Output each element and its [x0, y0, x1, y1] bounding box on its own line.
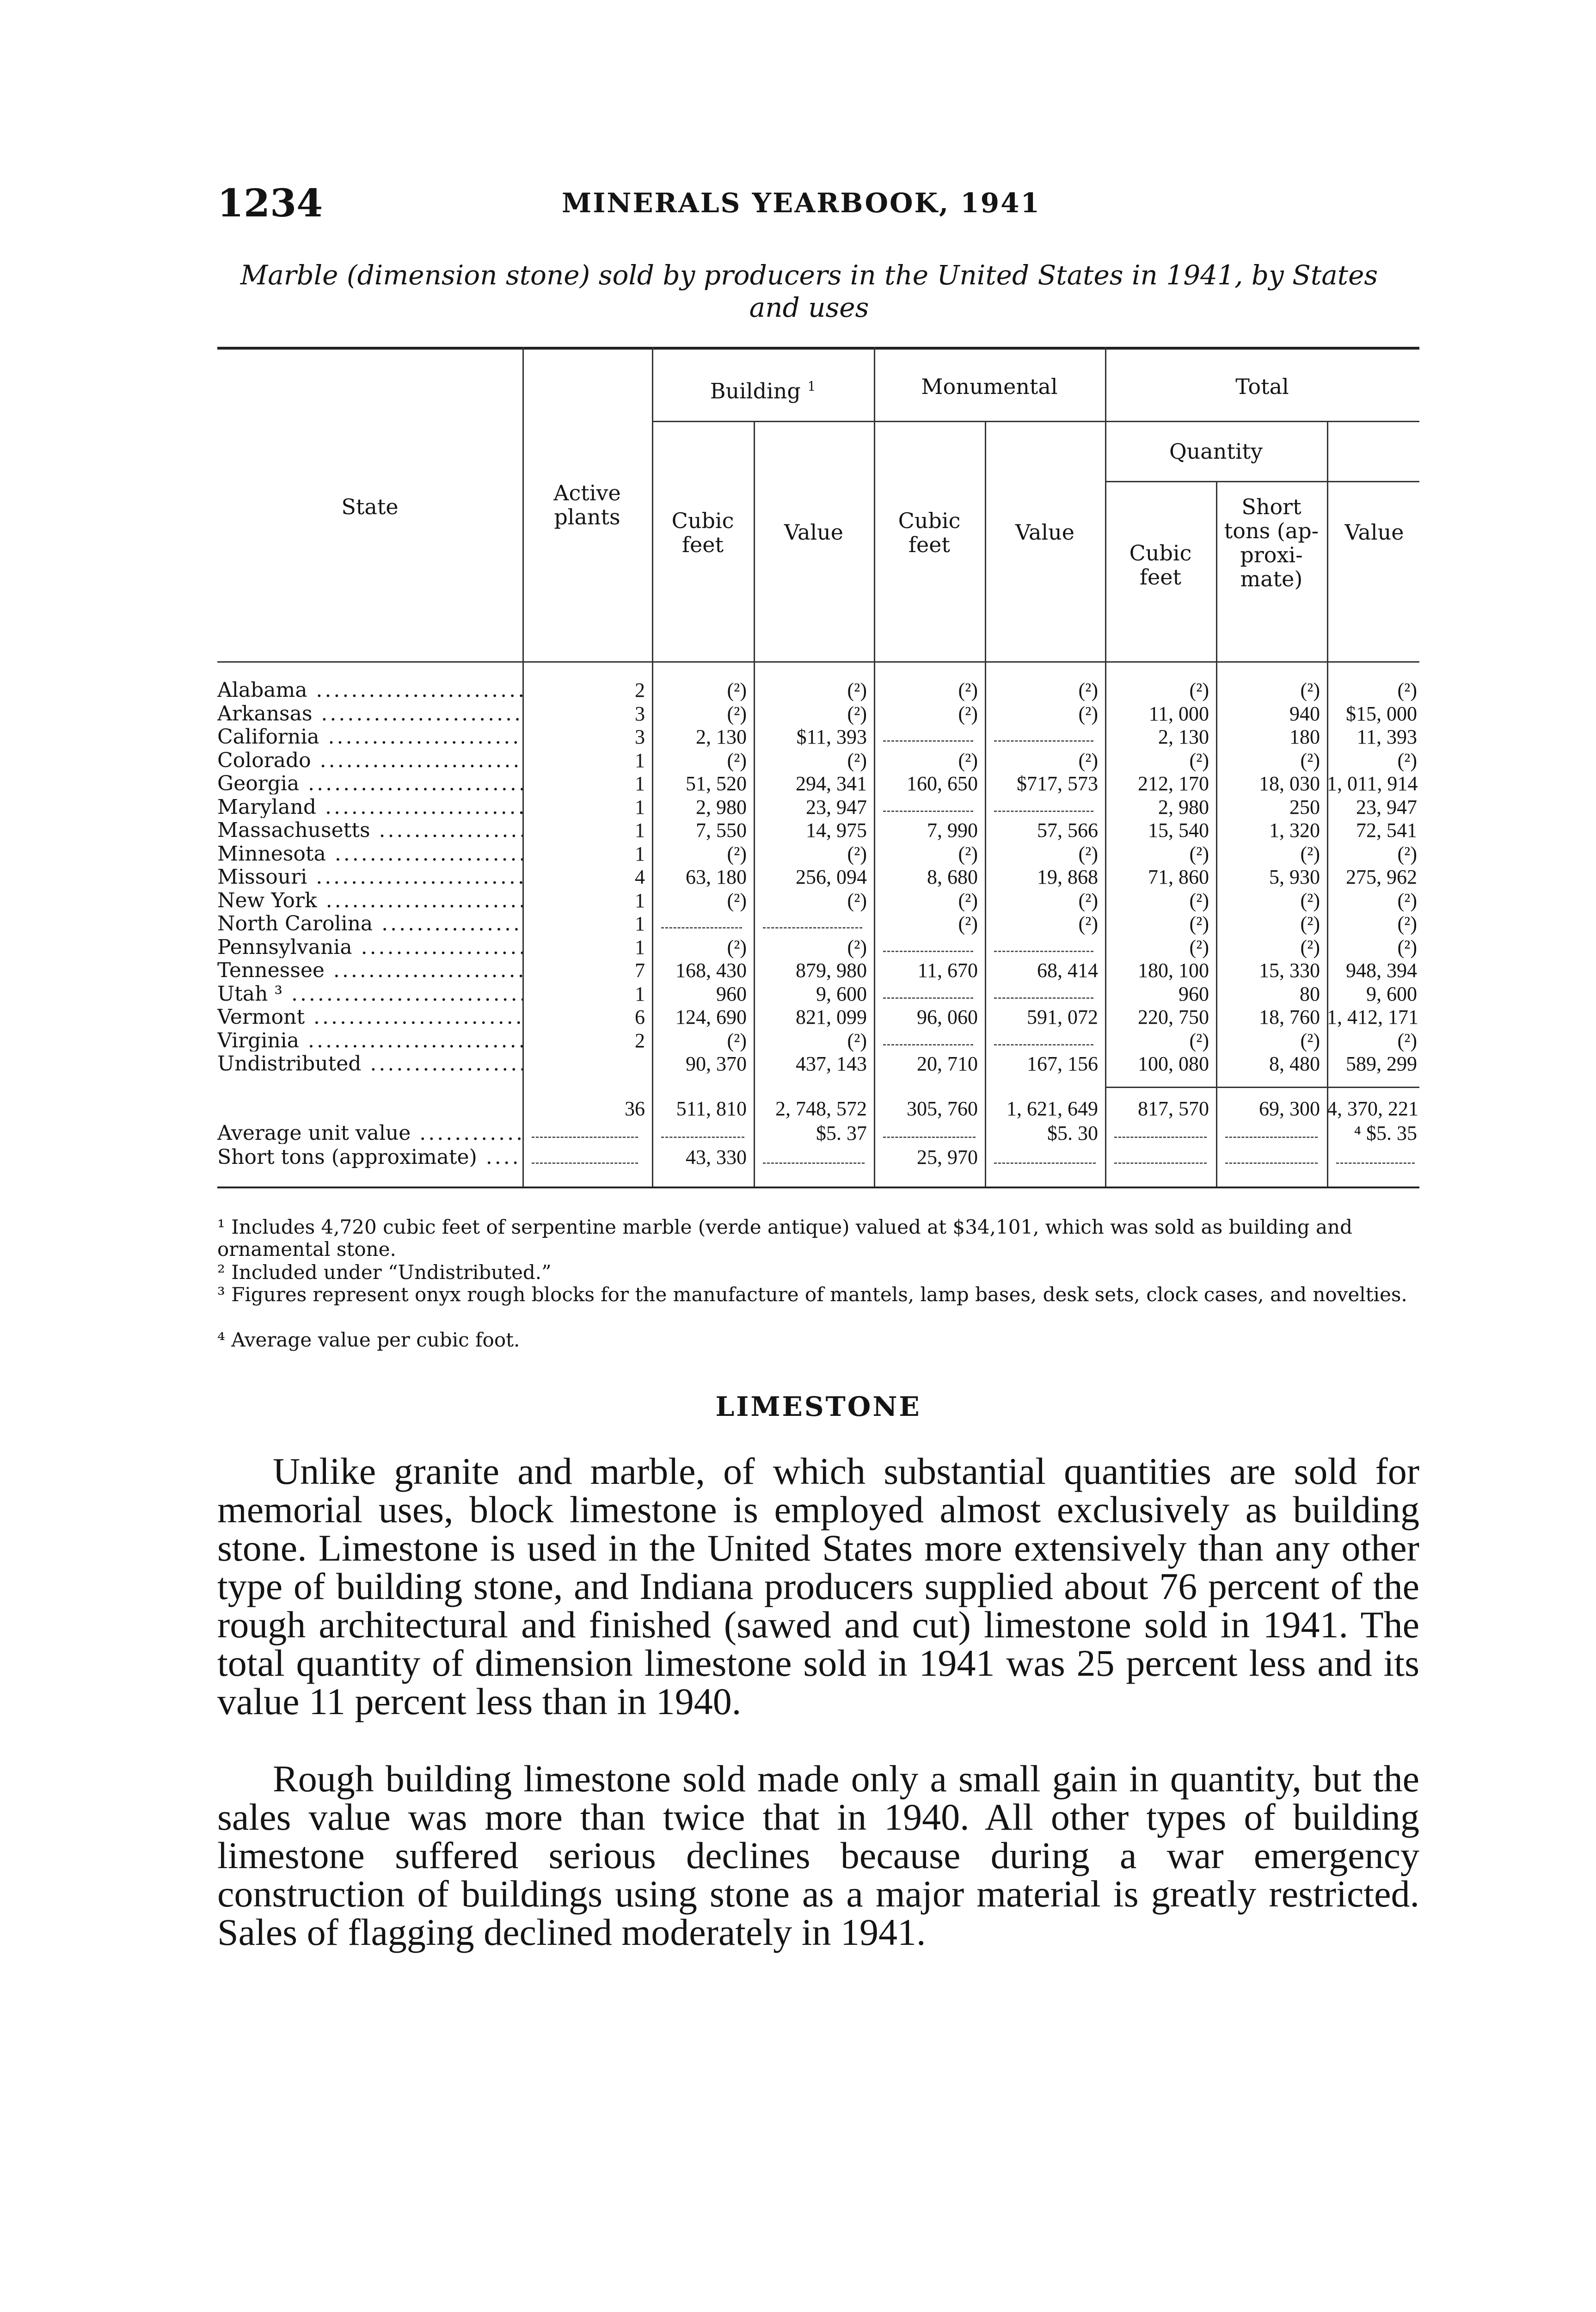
cell-b-val: (²) [847, 679, 867, 701]
table-row [217, 773, 1419, 794]
total-short-tons: 69, 300 [1259, 1097, 1320, 1120]
cell-t-cf: 220, 750 [1138, 1006, 1209, 1028]
empty-cell-dash [661, 1137, 744, 1138]
cell-t-cf: 15, 540 [1148, 819, 1209, 842]
cell-t-cf: (²) [1189, 936, 1209, 959]
footnote-2: ² Included under “Undistributed.” [217, 1261, 552, 1284]
total-plants: 36 [625, 1097, 645, 1120]
cell-plants: 1 [635, 936, 645, 959]
header-quantity: Quantity [1169, 439, 1263, 464]
empty-cell-dash [532, 1162, 638, 1164]
cell-t-st: (²) [1300, 936, 1320, 959]
cell-t-st: (²) [1300, 1029, 1320, 1052]
empty-cell-dash [883, 951, 973, 952]
empty-cell-dash [883, 1044, 973, 1045]
cell-m-cf: (²) [958, 679, 978, 701]
cell-t-val: (²) [1397, 842, 1417, 865]
cell-t-cf: (²) [1189, 889, 1209, 912]
cell-b-cf: 124, 690 [675, 1006, 747, 1028]
table-caption: Marble (dimension stone) sold by producers in the United States in 1941, by States and uses [240, 259, 1378, 323]
cell-b-cf: 7, 550 [696, 819, 747, 842]
empty-cell-dash [883, 740, 973, 742]
header-building-label: Building [710, 378, 801, 404]
cell-m-val: (²) [1078, 679, 1098, 701]
empty-cell-dash [1114, 1137, 1207, 1138]
row-state: Arkansas ..... [217, 703, 522, 725]
empty-cell-dash [883, 811, 973, 812]
row-state: Massachusetts ..... [217, 820, 522, 841]
total-monumental-value: 1, 621, 649 [1007, 1097, 1098, 1120]
cell-t-cf: 180, 100 [1138, 959, 1209, 982]
total-monumental-cf: 305, 760 [907, 1097, 978, 1120]
cell-plants: 1 [635, 796, 645, 818]
empty-cell-dash [994, 811, 1093, 812]
cell-t-val: (²) [1397, 912, 1417, 935]
header-rule-2 [1105, 481, 1419, 482]
empty-cell-dash [1114, 1162, 1207, 1164]
cell-m-val: (²) [1078, 702, 1098, 725]
header-building [652, 375, 874, 403]
table-row [217, 1053, 1419, 1075]
row-state: New York ..... [217, 890, 522, 911]
cell-t-st: 8, 480 [1269, 1052, 1320, 1075]
cell-m-cf: (²) [958, 842, 978, 865]
cell-b-cf: (²) [727, 749, 747, 772]
cell-m-cf: (²) [958, 749, 978, 772]
cell-t-cf: (²) [1189, 749, 1209, 772]
cell-b-val: 256, 094 [796, 866, 867, 888]
cell-plants: 2 [635, 679, 645, 701]
cell-m-val: 57, 566 [1037, 819, 1098, 842]
cell-t-cf: 960 [1179, 983, 1209, 1005]
header-active-plants: Active plants [553, 480, 621, 529]
row-state: Utah ³ ..... [217, 984, 522, 1005]
cell-b-cf: 90, 370 [686, 1052, 747, 1075]
cell-plants: 4 [635, 866, 645, 888]
cell-t-cf: 212, 170 [1138, 772, 1209, 795]
cell-m-val: 167, 156 [1027, 1052, 1098, 1075]
short-tons-label: Short tons (approximate) ..... [217, 1147, 522, 1168]
cell-b-val: (²) [847, 842, 867, 865]
row-state: California ..... [217, 726, 522, 748]
row-state: Vermont ..... [217, 1007, 522, 1028]
header-total-value: Value [1344, 520, 1404, 545]
cell-t-cf: 71, 860 [1148, 866, 1209, 888]
empty-cell-dash [1225, 1162, 1318, 1164]
cell-t-st: (²) [1300, 889, 1320, 912]
row-state: Tennessee ..... [217, 960, 522, 981]
table-row [217, 867, 1419, 888]
tons-building: 43, 330 [686, 1146, 747, 1168]
header-rule-1 [652, 421, 1419, 422]
page-number: 1234 [217, 181, 323, 226]
cell-b-cf: 2, 980 [696, 796, 747, 818]
row-state: Maryland ..... [217, 797, 522, 818]
cell-plants: 1 [635, 889, 645, 912]
cell-t-val: (²) [1397, 749, 1417, 772]
section-heading: LIMESTONE [715, 1391, 921, 1422]
paragraph-1: Unlike granite and marble, of which substantial quantities are sold for memorial uses, block limestone is employed almost exclusively as building stone. Limestone is used in the United States more extensively than any other type of building stone, and Indiana producers supplied about 76 percent of the rough architectural and finished (sawed and cut) limestone sold in 1941. The total quantity of dimension limestone sold in 1941 was 25 percent less and its value 11 percent less than in 1940. [217, 1450, 1419, 1722]
row-state: Pennsylvania ..... [217, 937, 522, 958]
table-row [217, 820, 1419, 841]
short-tons-row [217, 1147, 1419, 1168]
table-row [217, 890, 1419, 911]
cell-t-cf: 11, 000 [1148, 702, 1209, 725]
marble-table [217, 347, 1419, 1188]
cell-t-cf: (²) [1189, 842, 1209, 865]
cell-t-val: 275, 962 [1346, 866, 1417, 888]
row-state: Minnesota ..... [217, 843, 522, 865]
header-building-footnote: 1 [807, 379, 816, 394]
cell-m-cf: 96, 060 [917, 1006, 978, 1028]
empty-cell-dash [994, 1162, 1096, 1164]
table-bottom-rule [217, 1187, 1419, 1188]
table-row [217, 726, 1419, 748]
table-row [217, 843, 1419, 865]
cell-t-val: (²) [1397, 889, 1417, 912]
cell-t-val: (²) [1397, 1029, 1417, 1052]
cell-t-st: 180 [1289, 726, 1320, 748]
cell-t-val: 11, 393 [1357, 726, 1417, 748]
table-top-rule [217, 347, 1419, 350]
header-total: Total [1235, 374, 1289, 399]
cell-b-val: (²) [847, 889, 867, 912]
footnote-3: ³ Figures represent onyx rough blocks for the manufacture of mantels, lamp bases, desk sets, clock cases, and novelties. [217, 1283, 1407, 1306]
table-row [217, 797, 1419, 818]
empty-cell-dash [532, 1137, 638, 1138]
cell-t-val: (²) [1397, 936, 1417, 959]
cell-t-val: 23, 947 [1356, 796, 1417, 818]
cell-t-st: 18, 760 [1259, 1006, 1320, 1028]
cell-b-val: $11, 393 [796, 726, 867, 748]
cell-plants: 2 [635, 1029, 645, 1052]
cell-t-st: (²) [1300, 749, 1320, 772]
cell-m-val: (²) [1078, 912, 1098, 935]
cell-plants: 3 [635, 702, 645, 725]
cell-plants: 1 [635, 819, 645, 842]
cell-plants: 1 [635, 912, 645, 935]
header-short-tons: Short tons (ap-proxi-mate) [1224, 494, 1319, 591]
cell-t-cf: 2, 130 [1158, 726, 1209, 748]
cell-b-val: 9, 600 [816, 983, 867, 1005]
cell-t-st: (²) [1300, 912, 1320, 935]
cell-plants: 1 [635, 749, 645, 772]
row-state: Georgia ..... [217, 773, 522, 794]
cell-t-st: (²) [1300, 679, 1320, 701]
cell-t-st: 18, 030 [1259, 772, 1320, 795]
cell-b-cf: (²) [727, 889, 747, 912]
cell-b-cf: 51, 520 [686, 772, 747, 795]
cell-m-cf: (²) [958, 702, 978, 725]
cell-t-val: (²) [1397, 679, 1417, 701]
cell-b-cf: 63, 180 [686, 866, 747, 888]
average-label: Average unit value ..... [217, 1123, 522, 1144]
cell-m-cf: 11, 670 [917, 959, 978, 982]
header-building-cubic-feet: Cubic feet [671, 508, 734, 557]
avg-total-value: ⁴ $5. 35 [1354, 1122, 1417, 1144]
avg-building-value: $5. 37 [816, 1122, 867, 1144]
cell-b-cf: 960 [716, 983, 747, 1005]
running-title: MINERALS YEARBOOK, 1941 [562, 187, 1041, 219]
header-state: State [341, 494, 399, 519]
row-state: Missouri ..... [217, 867, 522, 888]
cell-b-val: (²) [847, 936, 867, 959]
header-monumental: Monumental [921, 374, 1058, 399]
cell-b-cf: 168, 430 [675, 959, 747, 982]
cell-m-val: (²) [1078, 842, 1098, 865]
cell-t-cf: (²) [1189, 1029, 1209, 1052]
table-row [217, 937, 1419, 958]
empty-cell-dash [883, 1137, 976, 1138]
cell-m-val: 591, 072 [1027, 1006, 1098, 1028]
total-value: 4, 370, 221 [1327, 1097, 1418, 1120]
cell-t-val: 589, 299 [1346, 1052, 1417, 1075]
cell-b-val: (²) [847, 749, 867, 772]
cell-t-val: 948, 394 [1346, 959, 1417, 982]
total-building-cf: 511, 810 [676, 1097, 747, 1120]
cell-b-cf: (²) [727, 679, 747, 701]
cell-t-cf: (²) [1189, 679, 1209, 701]
total-rule [1105, 1087, 1419, 1088]
table-row [217, 984, 1419, 1005]
table-row [217, 680, 1419, 701]
cell-t-val: 72, 541 [1356, 819, 1417, 842]
cell-m-cf: (²) [958, 912, 978, 935]
empty-cell-dash [1336, 1162, 1415, 1164]
cell-b-val: 437, 143 [796, 1052, 867, 1075]
tons-monumental: 25, 970 [917, 1146, 978, 1168]
cell-b-cf: 2, 130 [696, 726, 747, 748]
empty-cell-dash [994, 740, 1093, 742]
cell-t-val: 1, 011, 914 [1327, 772, 1418, 795]
cell-b-val: 23, 947 [806, 796, 867, 818]
cell-b-val: (²) [847, 702, 867, 725]
cell-t-val: 1, 412, 171 [1327, 1006, 1418, 1028]
header-bottom-rule [217, 661, 1419, 663]
empty-cell-dash [994, 997, 1093, 999]
cell-b-val: 879, 980 [796, 959, 867, 982]
cell-t-st: 15, 330 [1259, 959, 1320, 982]
row-state: Virginia ..... [217, 1030, 522, 1051]
cell-m-val: (²) [1078, 749, 1098, 772]
cell-m-cf: (²) [958, 889, 978, 912]
total-row [217, 1098, 1419, 1119]
cell-m-val: 68, 414 [1037, 959, 1098, 982]
cell-t-st: 1, 320 [1269, 819, 1320, 842]
empty-cell-dash [763, 1162, 865, 1164]
cell-plants: 7 [635, 959, 645, 982]
cell-t-st: 940 [1289, 702, 1320, 725]
cell-m-val: 19, 868 [1037, 866, 1098, 888]
cell-plants: 1 [635, 983, 645, 1005]
cell-b-cf: (²) [727, 842, 747, 865]
total-cf: 817, 570 [1138, 1097, 1209, 1120]
footnote-1: ¹ Includes 4,720 cubic feet of serpentine marble (verde antique) valued at $34,101, which was sold as building and ornamental stone. [217, 1216, 1352, 1261]
empty-cell-dash [1225, 1137, 1318, 1138]
row-state: Colorado ..... [217, 750, 522, 771]
cell-plants: 1 [635, 772, 645, 795]
cell-t-st: 5, 930 [1269, 866, 1320, 888]
table-row [217, 703, 1419, 725]
empty-cell-dash [883, 997, 973, 999]
cell-t-cf: (²) [1189, 912, 1209, 935]
cell-t-cf: 2, 980 [1158, 796, 1209, 818]
cell-t-st: 250 [1289, 796, 1320, 818]
cell-t-val: 9, 600 [1366, 983, 1417, 1005]
table-row [217, 750, 1419, 771]
header-building-value: Value [784, 520, 843, 545]
cell-b-cf: (²) [727, 1029, 747, 1052]
cell-t-st: (²) [1300, 842, 1320, 865]
empty-cell-dash [763, 927, 862, 928]
avg-monumental-value: $5. 30 [1047, 1122, 1098, 1144]
table-row [217, 913, 1419, 935]
cell-b-val: (²) [847, 1029, 867, 1052]
empty-cell-dash [994, 951, 1093, 952]
cell-plants: 3 [635, 726, 645, 748]
empty-cell-dash [661, 927, 742, 928]
cell-t-st: 80 [1300, 983, 1320, 1005]
cell-m-cf: 8, 680 [927, 866, 978, 888]
cell-b-cf: (²) [727, 936, 747, 959]
cell-plants: 1 [635, 842, 645, 865]
empty-cell-dash [994, 1044, 1093, 1045]
cell-m-cf: 160, 650 [907, 772, 978, 795]
cell-m-cf: 20, 710 [917, 1052, 978, 1075]
table-row [217, 960, 1419, 981]
table-row [217, 1007, 1419, 1028]
footnote-4: ⁴ Average value per cubic foot. [217, 1328, 520, 1351]
cell-m-cf: 7, 990 [927, 819, 978, 842]
header-monumental-value: Value [1015, 520, 1074, 545]
cell-m-val: $717, 573 [1017, 772, 1098, 795]
total-building-value: 2, 748, 572 [775, 1097, 867, 1120]
cell-t-cf: 100, 080 [1138, 1052, 1209, 1075]
cell-b-val: 14, 975 [806, 819, 867, 842]
cell-b-cf: (²) [727, 702, 747, 725]
cell-plants: 6 [635, 1006, 645, 1028]
cell-m-val: (²) [1078, 889, 1098, 912]
header-total-cubic-feet: Cubic feet [1129, 541, 1192, 590]
cell-t-val: $15, 000 [1346, 702, 1417, 725]
paragraph-2: Rough building limestone sold made only a small gain in quantity, but the sales value was more than twice that in 1940. All other types of building limestone suffered serious declines because during a war emergency construction of buildings using stone as a major material is greatly restricted. Sales of flagging declined moderately in 1941. [217, 1758, 1419, 1953]
cell-b-val: 821, 099 [796, 1006, 867, 1028]
cell-b-val: 294, 341 [796, 772, 867, 795]
table-row [217, 1030, 1419, 1051]
header-monumental-cubic-feet: Cubic feet [898, 508, 961, 557]
row-state: Alabama ..... [217, 680, 522, 701]
row-state: Undistributed ..... [217, 1053, 522, 1075]
row-state: North Carolina ..... [217, 913, 522, 935]
average-row [217, 1123, 1419, 1144]
